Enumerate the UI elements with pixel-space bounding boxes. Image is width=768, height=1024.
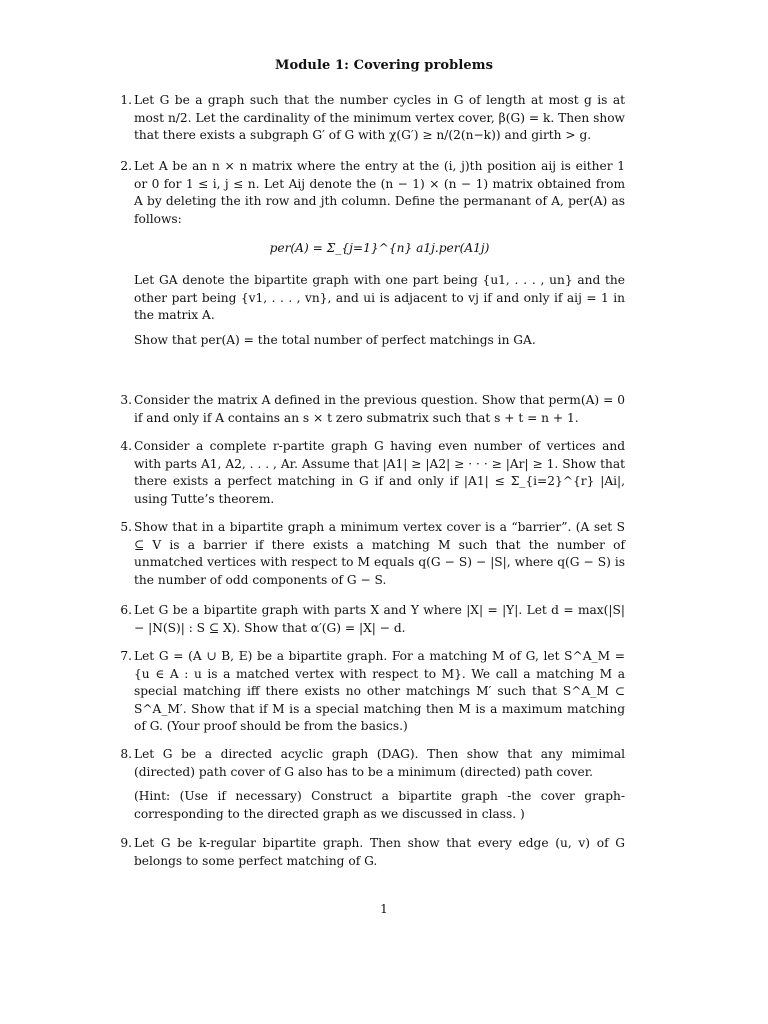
problem-text: Let G be a bipartite graph with parts X and Y where |X| = |Y|. Let d = max(|S| − |N(S)| : S ⊆ X). Show that α′(G) = |X| − d. xyxy=(134,603,625,635)
problem-number: 8. xyxy=(120,747,132,761)
problem-number: 3. xyxy=(120,393,132,407)
page-number: 1 xyxy=(380,902,388,916)
problem-hint: (Hint: (Use if necessary) Construct a bipartite graph -the cover graph- corresponding to the directed graph as we discussed in class. ) xyxy=(134,789,625,821)
problem-8 xyxy=(110,746,625,830)
problem-9 xyxy=(110,835,625,877)
problem-text: Consider a complete r-partite graph G having even number of vertices and with parts A1, A2, . . . , Ar. Assume that |A1| ≥ |A2| ≥ · · · ≥ |Ar| ≥ 1. Show that there exists a perfect matching in G if and only if |A1| ≤ Σ_{i=2}^{r} |Ai|, using Tutte’s theorem. xyxy=(134,439,625,506)
problem-text: Let G = (A ∪ B, E) be a bipartite graph. For a matching M of G, let S^A_M = {u ∈ A : u is a matched vertex with respect to M}. We call a matching M a special matching iff there exists no other matchings M′ such that S^A_M ⊂ S^A_M′. Show that if M is a special matching then M is a maximum matching of G. (Your proof should be from the basics.) xyxy=(134,649,625,734)
problem-2 xyxy=(110,158,625,356)
problem-number: 4. xyxy=(120,439,132,453)
problem-number: 7. xyxy=(120,649,132,663)
problem-5 xyxy=(110,519,625,596)
problem-number: 5. xyxy=(120,520,132,534)
problem-text: Let G be k-regular bipartite graph. Then show that every edge (u, v) of G belongs to some perfect matching of G. xyxy=(134,836,625,868)
problem-7 xyxy=(110,648,625,743)
problem-text: Let A be an n × n matrix where the entry at the (i, j)th position aij is either 1 or 0 for 1 ≤ i, j ≤ n. Let Aij denote the (n − 1) × (n − 1) matrix obtained from A by deleting the ith row and jth column. Define the permanant of A, per(A) as follows: xyxy=(134,159,625,226)
problem-text: Let G be a graph such that the number cycles in G of length at most g is at most n/2. Let the cardinality of the minimum vertex cover, β(G) = k. Then show that there exists a subgraph G′ of G with χ(G′) ≥ n/(2(n−k)) and girth > g. xyxy=(134,93,625,143)
problem-text: Let G be a directed acyclic graph (DAG). Then show that any mimimal (directed) path cover of G also has to be a minimum (directed) path cover. xyxy=(134,747,625,779)
problem-number: 1. xyxy=(120,93,132,107)
problem-number: 2. xyxy=(120,159,132,173)
problem-6 xyxy=(110,602,625,644)
problem-1 xyxy=(110,92,625,152)
page-title: Module 1: Covering problems xyxy=(274,58,494,73)
problem-3 xyxy=(110,392,625,434)
problem-text: Let GA denote the bipartite graph with one part being {u1, . . . , un} and the other part being {v1, . . . , vn}, and ui is adjacent to vj if and only if aij = 1 in the matrix A. xyxy=(134,272,625,323)
permanent-formula: per(A) = Σ_{j=1}^{n} a1j.per(A1j) xyxy=(269,241,490,256)
problem-text: Consider the matrix A defined in the previous question. Show that perm(A) = 0 if and only if A contains an s × t zero submatrix such that s + t = n + 1. xyxy=(134,393,625,425)
problem-number: 6. xyxy=(120,603,132,617)
problem-text: Show that per(A) = the total number of perfect matchings in GA. xyxy=(134,332,536,347)
problem-number: 9. xyxy=(120,836,132,850)
problem-4 xyxy=(110,438,625,515)
problem-text: Show that in a bipartite graph a minimum vertex cover is a “barrier”. (A set S ⊆ V is a barrier if there exists a matching M such that the number of unmatched vertices with respect to M equals q(G − S) − |S|, where q(G − S) is the number of odd components of G − S. xyxy=(134,520,625,587)
